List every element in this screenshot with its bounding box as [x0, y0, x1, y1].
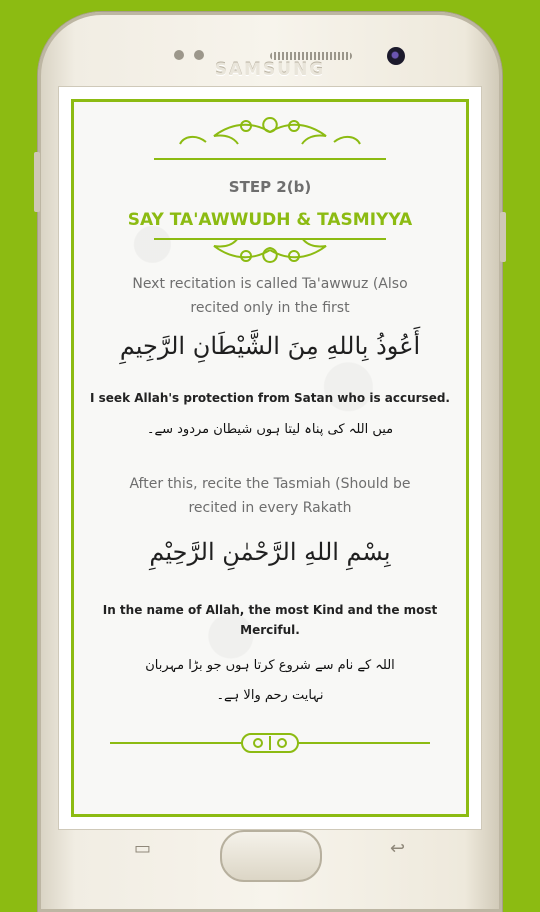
english-translation: Merciful.	[240, 623, 300, 637]
front-camera-icon	[387, 47, 405, 65]
divider-line	[154, 158, 386, 160]
page-title: SAY TA'AWWUDH & TASMIYYA	[127, 210, 413, 230]
floral-ornament-icon	[74, 240, 466, 272]
urdu-translation: نہایت رحم والا ہے۔	[216, 688, 324, 703]
arabic-tasmiah: بِسْمِ اللهِ الرَّحْمٰنِ الرَّحِيْمِ	[149, 538, 391, 566]
recent-apps-icon[interactable]: ▭	[134, 838, 152, 859]
arabic-taawwuz: أَعُوذُ بِاللهِ مِنَ الشَّيْطَانِ الرَّجِيمِ	[119, 332, 421, 360]
urdu-translation: اللہ کے نام سے شروع کرتا ہوں جو بڑا مہربان	[145, 658, 395, 673]
instruction-line: After this, recite the Tasmiah (Should be	[129, 476, 411, 492]
floral-ornament-icon	[74, 112, 466, 152]
app-screen	[58, 86, 482, 830]
hardware-nav-bar	[0, 830, 540, 900]
floral-ornament-icon	[74, 730, 466, 756]
english-translation: I seek Allah's protection from Satan who is accursed.	[90, 391, 450, 405]
home-button[interactable]	[220, 830, 322, 882]
power-button	[500, 212, 506, 262]
brand-logo: SAMSUNG	[214, 60, 326, 80]
step-label: STEP 2(b)	[228, 178, 312, 196]
back-icon[interactable]: ↩	[390, 838, 406, 859]
intro-line: Next recitation is called Ta'awwuz (Also	[132, 276, 408, 292]
earpiece-speaker	[270, 52, 352, 60]
volume-button	[34, 152, 40, 212]
english-translation: In the name of Allah, the most Kind and the most	[102, 603, 438, 617]
sensor-dot	[194, 50, 204, 60]
content-frame	[71, 99, 469, 817]
instruction-line: recited in every Rakath	[188, 500, 352, 516]
sensor-dot	[174, 50, 184, 60]
urdu-translation: میں اللہ کی پناہ لیتا ہوں شیطان مردود سے۔	[146, 422, 394, 437]
intro-line: recited only in the first	[190, 300, 350, 316]
